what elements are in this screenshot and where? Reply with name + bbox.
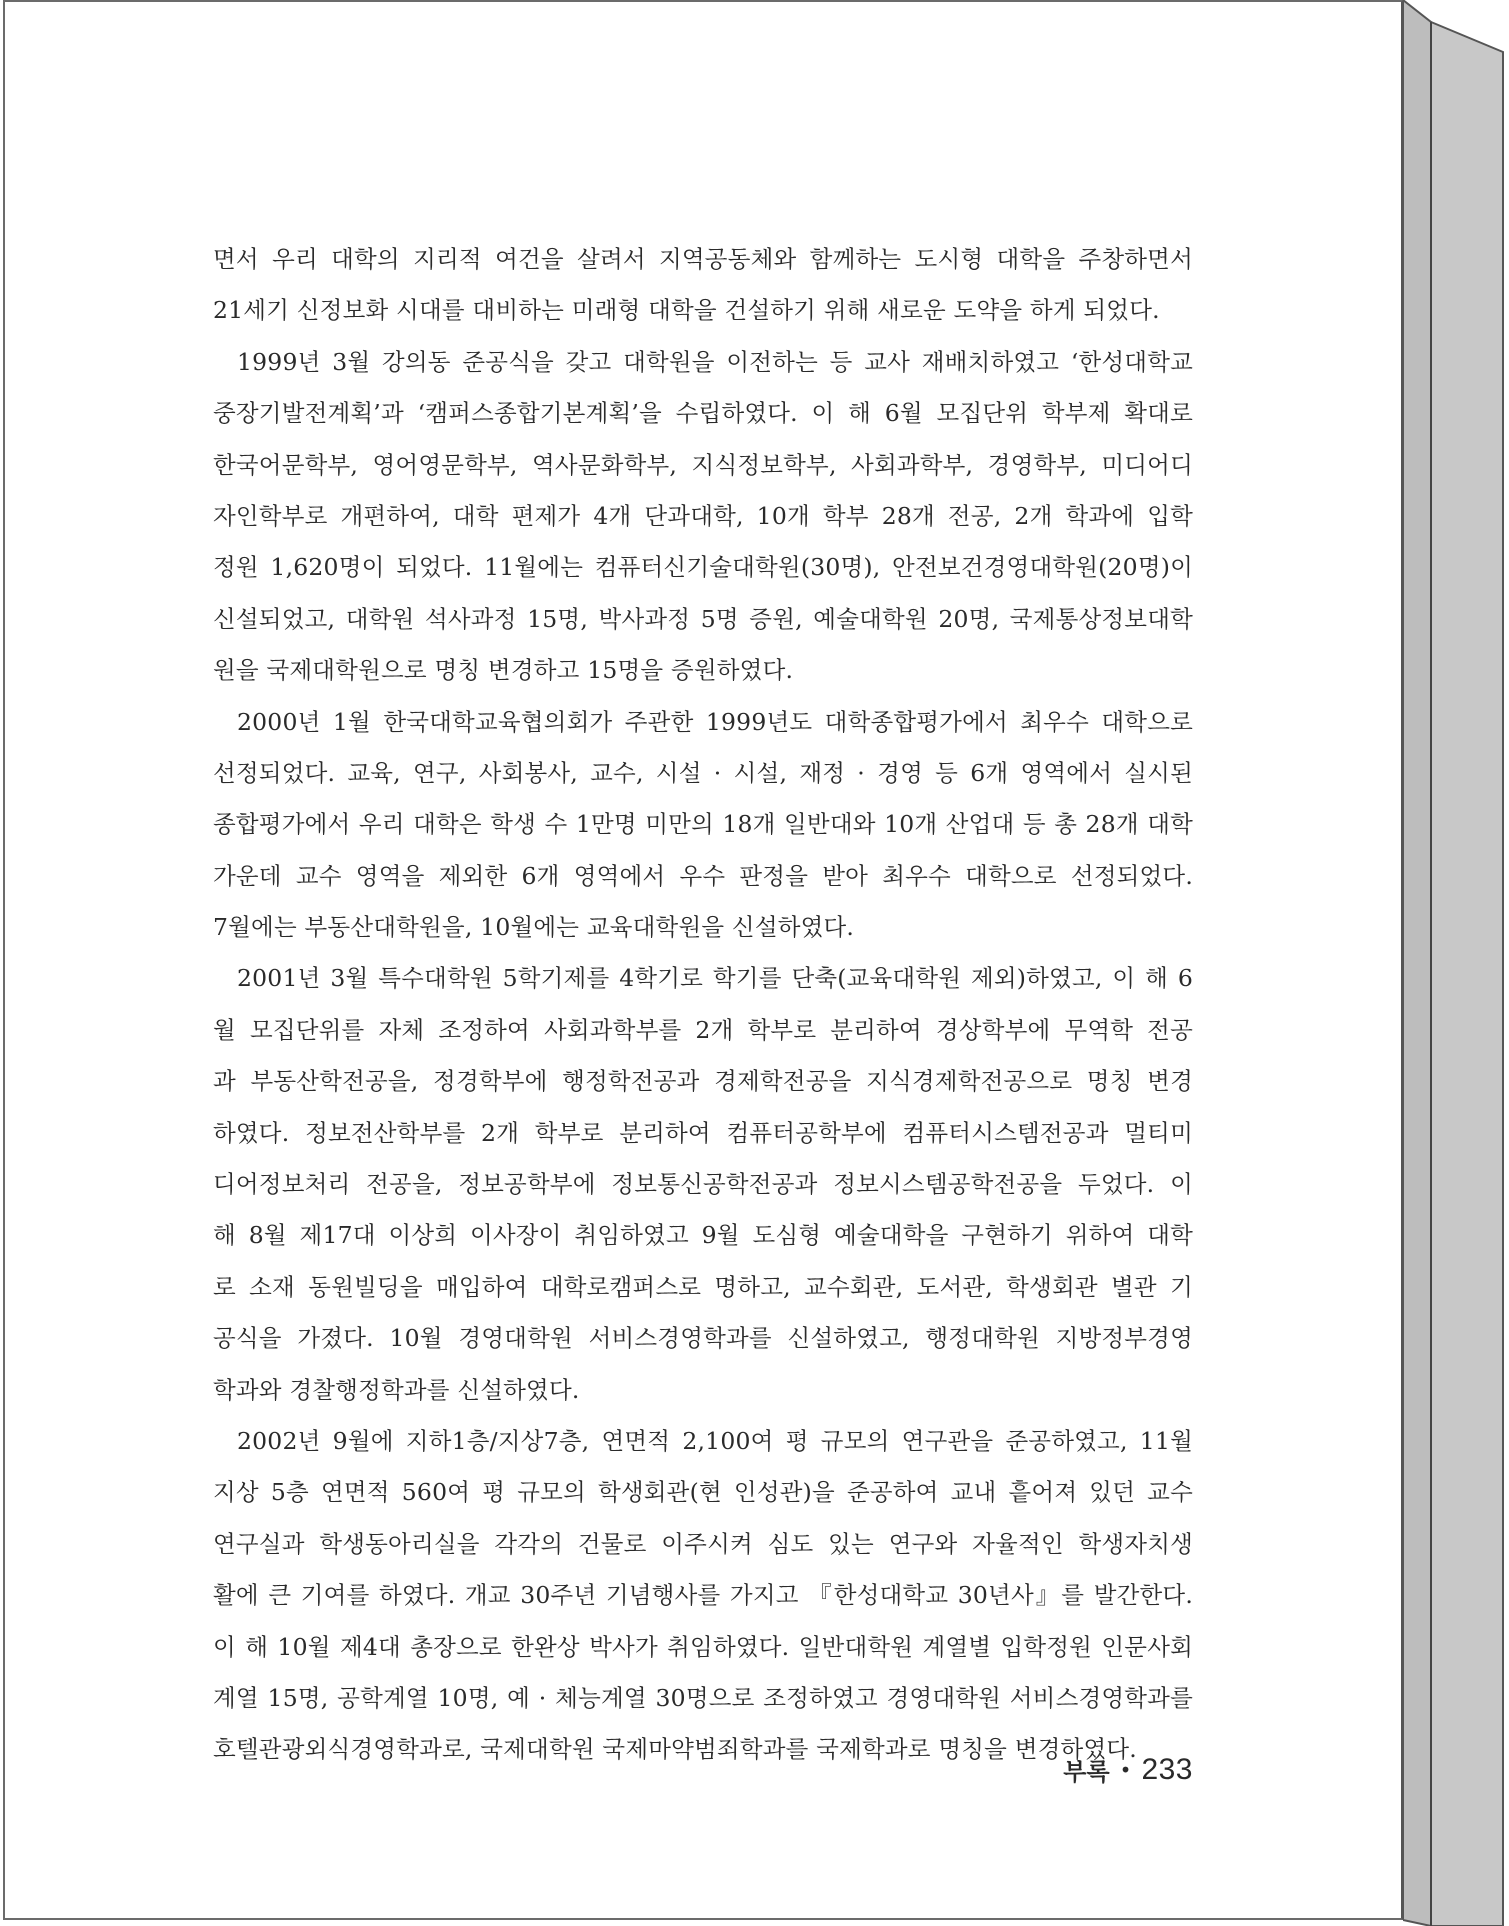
text-line: 월 모집단위를 자체 조정하여 사회과학부를 2개 학부로 분리하여 경상학부에 무역학 전공 xyxy=(213,1015,1193,1044)
text-line: 공식을 가졌다. 10월 경영대학원 서비스경영학과를 신설하였고, 행정대학원 지방정부경영 xyxy=(213,1324,1193,1353)
text-line: 로 소재 동원빌딩을 매입하여 대학로캠퍼스로 명하고, 교수회관, 도서관, 학생회관 별관 기 xyxy=(213,1272,1193,1301)
text-line: 7월에는 부동산대학원을, 10월에는 교육대학원을 신설하였다. xyxy=(213,913,855,942)
body-text xyxy=(213,234,1193,1776)
text-line: 한국어문학부, 영어영문학부, 역사문화학부, 지식정보학부, 사회과학부, 경영학부, 미디어디 xyxy=(213,450,1193,479)
paragraph xyxy=(213,1416,1193,1776)
text-line: 지상 5층 연면적 560여 평 규모의 학생회관(현 인성관)을 준공하여 교내 흩어져 있던 교수 xyxy=(213,1478,1193,1507)
text-line: 2001년 3월 특수대학원 5학기제를 4학기로 학기를 단축(교육대학원 제외)하였고, 이 해 6 xyxy=(237,964,1193,993)
text-line: 가운데 교수 영역을 제외한 6개 영역에서 우수 판정을 받아 최우수 대학으로 선정되었다. xyxy=(213,861,1193,890)
page-edge-stack xyxy=(1403,0,1507,1926)
text-line: 자인학부로 개편하여, 대학 편제가 4개 단과대학, 10개 학부 28개 전공, 2개 학과에 입학 xyxy=(213,501,1193,530)
text-line: 2002년 9월에 지하1층/지상7층, 연면적 2,100여 평 규모의 연구관을 준공하였고, 11월 xyxy=(237,1426,1193,1455)
text-line: 선정되었다. 교육, 연구, 사회봉사, 교수, 시설 · 시설, 재정 · 경영 등 6개 영역에서 실시된 xyxy=(213,758,1193,787)
text-line: 신설되었고, 대학원 석사과정 15명, 박사과정 5명 증원, 예술대학원 20명, 국제통상정보대학 xyxy=(213,604,1193,633)
page-footer xyxy=(1063,1752,1193,1787)
text-line: 활에 큰 기여를 하였다. 개교 30주년 기념행사를 가지고 『한성대학교 30년사』를 발간한다. xyxy=(213,1581,1193,1610)
text-line: 계열 15명, 공학계열 10명, 예 · 체능계열 30명으로 조정하였고 경영대학원 서비스경영학과를 xyxy=(213,1683,1193,1712)
page-number: 233 xyxy=(1141,1752,1193,1786)
text-line: 해 8월 제17대 이상희 이사장이 취임하였고 9월 도심형 예술대학을 구현하기 위하여 대학 xyxy=(213,1221,1193,1250)
paragraph xyxy=(213,337,1193,697)
text-line: 호텔관광외식경영학과로, 국제대학원 국제마약범죄학과를 국제학과로 명칭을 변경하였다. xyxy=(213,1735,1137,1764)
text-line: 디어정보처리 전공을, 정보공학부에 정보통신공학전공과 정보시스템공학전공을 두었다. 이 xyxy=(213,1170,1193,1199)
paragraph xyxy=(213,953,1193,1416)
section-label: 부록 xyxy=(1063,1758,1110,1786)
page-edge-shape xyxy=(1403,0,1507,1926)
text-line: 정원 1,620명이 되었다. 11월에는 컴퓨터신기술대학원(30명), 안전보건경영대학원(20명)이 xyxy=(213,553,1193,582)
text-line: 이 해 10월 제4대 총장으로 한완상 박사가 취임하였다. 일반대학원 계열별 입학정원 인문사회 xyxy=(213,1632,1193,1661)
text-line: 과 부동산학전공을, 정경학부에 행정학전공과 경제학전공을 지식경제학전공으로 명칭 변경 xyxy=(213,1067,1193,1096)
text-line: 하였다. 정보전산학부를 2개 학부로 분리하여 컴퓨터공학부에 컴퓨터시스템전공과 멀티미 xyxy=(213,1118,1193,1147)
text-line: 2000년 1월 한국대학교육협의회가 주관한 1999년도 대학종합평가에서 최우수 대학으로 xyxy=(237,707,1193,736)
text-line: 1999년 3월 강의동 준공식을 갖고 대학원을 이전하는 등 교사 재배치하였고 ‘한성대학교 xyxy=(237,347,1193,376)
text-line: 학과와 경찰행정학과를 신설하였다. xyxy=(213,1375,580,1404)
text-line: 연구실과 학생동아리실을 각각의 건물로 이주시켜 심도 있는 연구와 자율적인 학생자치생 xyxy=(213,1529,1193,1558)
text-line: 종합평가에서 우리 대학은 학생 수 1만명 미만의 18개 일반대와 10개 산업대 등 총 28개 대학 xyxy=(213,810,1193,839)
text-line: 면서 우리 대학의 지리적 여건을 살려서 지역공동체와 함께하는 도시형 대학을 주창하면서 xyxy=(213,245,1193,273)
text-line: 중장기발전계획’과 ‘캠퍼스종합기본계획’을 수립하였다. 이 해 6월 모집단위 학부제 확대로 xyxy=(213,399,1193,428)
text-line: 21세기 신정보화 시대를 대비하는 미래형 대학을 건설하기 위해 새로운 도약을 하게 되었다. xyxy=(213,296,1160,325)
paragraph xyxy=(213,697,1193,954)
paragraph xyxy=(213,234,1193,337)
text-line: 원을 국제대학원으로 명칭 변경하고 15명을 증원하였다. xyxy=(213,656,794,685)
footer-bullet: • xyxy=(1119,1757,1132,1782)
